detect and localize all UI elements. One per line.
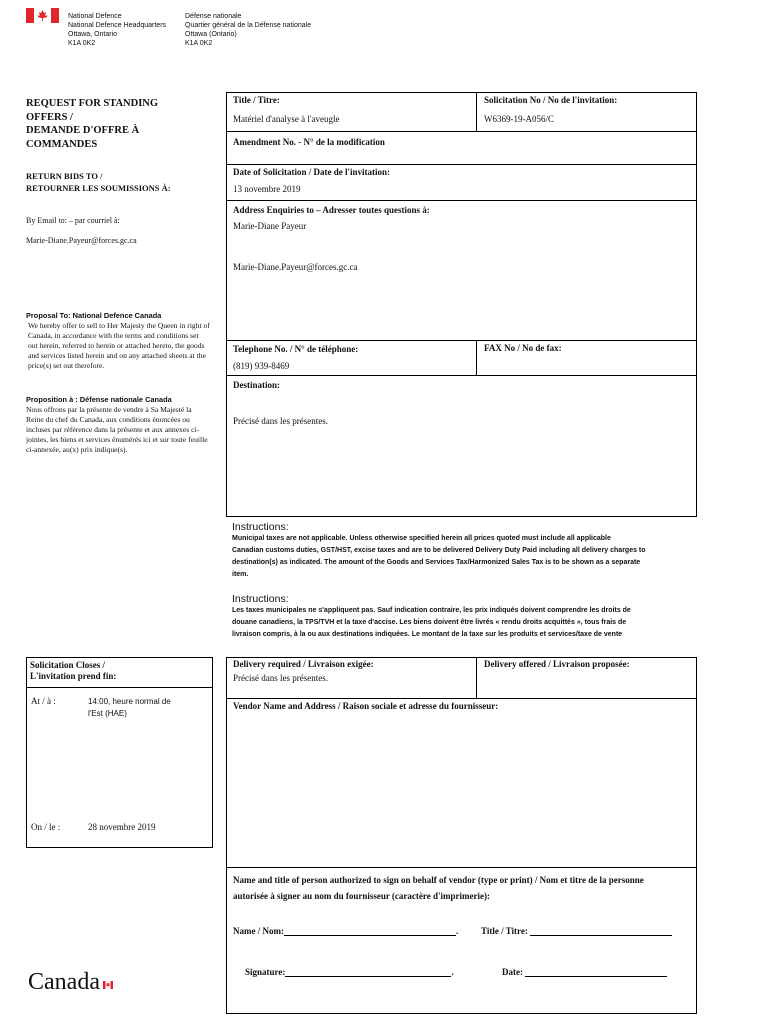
closes-on-value: 28 novembre 2019	[88, 822, 156, 832]
destination-label: Destination:	[233, 380, 280, 390]
date-label: Date of Solicitation / Date de l'invitation:	[233, 167, 390, 177]
address-name: Marie-Diane Payeur	[233, 221, 307, 231]
authorized-label: Name and title of person authorized to sign on behalf of vendor (type or print) / Nom et titre de la personne autorisée à signer au nom du fournisseur (caractère d'imprimerie):	[233, 875, 644, 901]
proposal-fr: Proposition à : Défense nationale Canada Nous offrons par la présente de vendre à Sa Majesté la Reine du chef du Canada, aux conditions énoncées ou incluses par référence dans la présente et aux annexes ci-jointes, les biens et services énumérés ici et sur toute feuille ci-annexée, au(x) prix indique(s).	[26, 395, 208, 454]
amendment-label: Amendment No. - N° de la modification	[233, 137, 385, 147]
title-value: Matériel d'analyse à l'aveugle	[233, 114, 340, 124]
address-divider	[226, 340, 697, 341]
return-email: Marie-Diane.Payeur@forces.gc.ca	[26, 236, 137, 245]
date-field[interactable]: Date:	[502, 967, 667, 977]
title-col-divider	[476, 92, 477, 131]
closes-box	[26, 657, 213, 848]
date-divider	[226, 200, 697, 201]
title-underline[interactable]	[530, 926, 672, 936]
amendment-divider	[226, 164, 697, 165]
by-email-label: By Email to: – par courriel à:	[26, 216, 120, 225]
header-fr: Défense nationale Quartier général de la Défense nationale Ottawa (Ontario) K1A 0K2	[185, 13, 312, 47]
name-underline[interactable]	[284, 926, 456, 936]
form-top-border	[226, 92, 697, 517]
destination-value: Précisé dans les présentes.	[233, 416, 328, 426]
title-field[interactable]: Title / Titre:	[481, 926, 672, 936]
closes-at-value: 14:00, heure normal de l'Est (HAE)	[88, 697, 171, 718]
date-value: 13 novembre 2019	[233, 184, 301, 194]
date-underline[interactable]	[525, 967, 667, 977]
fax-label: FAX No / No de fax:	[484, 343, 562, 353]
closes-label-divider	[26, 687, 213, 688]
title-row-divider	[226, 131, 697, 132]
delivery-col-divider	[476, 657, 477, 698]
phone-col-divider	[476, 340, 477, 375]
address-email: Marie-Diane.Payeur@forces.gc.ca	[233, 262, 358, 272]
delivery-required-value: Précisé dans les présentes.	[233, 673, 328, 683]
document-title: REQUEST FOR STANDING OFFERS / DEMANDE D'OFFRE À COMMANDES	[26, 98, 159, 150]
vendor-divider	[226, 867, 697, 868]
vendor-label[interactable]: Vendor Name and Address / Raison sociale et adresse du fournisseur:	[233, 701, 499, 711]
header-en: National Defence National Defence Headquarters Ottawa, Ontario K1A 0K2	[68, 13, 167, 47]
telephone-label: Telephone No. / N° de téléphone:	[233, 344, 359, 354]
delivery-divider	[226, 698, 697, 699]
solicitation-label: Solicitation No / No de l'invitation:	[484, 95, 618, 105]
wordmark-flag-icon	[103, 976, 113, 984]
instructions-en: Instructions: Municipal taxes are not applicable. Unless otherwise specified herein all prices quoted must include all applicable Canadian customs duties, GST/HST, excise taxes and are to be delivered Delivery Duty Paid including all delivery charges to destination(s) as indicated. The amount of the Goods and Services Tax/Harmonized Sales Tax is to be shown as a separate item.	[232, 521, 646, 578]
title-label: Title / Titre:	[233, 95, 280, 105]
closes-at-label: At / à :	[31, 696, 56, 706]
delivery-offered-label: Delivery offered / Livraison proposée:	[484, 659, 630, 669]
delivery-required-label: Delivery required / Livraison exigée:	[233, 659, 374, 669]
closes-label: Solicitation Closes / L'invitation prend fin:	[30, 660, 117, 681]
signature-field[interactable]: Signature: .	[245, 967, 454, 977]
canada-flag-icon	[26, 8, 59, 23]
canada-wordmark: Canada	[28, 969, 100, 995]
name-field[interactable]: Name / Nom: .	[233, 926, 459, 936]
solicitation-value: W6369-19-A056/C	[484, 114, 554, 124]
telephone-value: (819) 939-8469	[233, 361, 290, 371]
address-label: Address Enquiries to – Adresser toutes questions à:	[233, 205, 430, 215]
instructions-fr: Instructions: Les taxes municipales ne s'appliquent pas. Sauf indication contraire, les prix indiqués doivent comprendre les droits de douane canadiens, la TPS/TVH et la taxe d'accise. Les biens doivent être livrés « rendu droits acquittés », tous frais de livraison compris, à la ou aux destinations indiquées. Le montant de la taxe sur les produits et services/taxe de vente	[232, 593, 631, 638]
phone-divider	[226, 375, 697, 376]
proposal-en: Proposal To: National Defence Canada We hereby offer to sell to Her Majesty the Queen in right of Canada, in accordance with the terms and conditions set out herein, referred to herein or attached hereto, the goods and services listed herein and on any attached sheets at the price(s) set out therefore.	[26, 311, 210, 370]
closes-on-label: On / le :	[31, 822, 61, 832]
return-bids: RETURN BIDS TO / RETOURNER LES SOUMISSIONS À:	[26, 171, 171, 193]
signature-underline[interactable]	[285, 967, 451, 977]
